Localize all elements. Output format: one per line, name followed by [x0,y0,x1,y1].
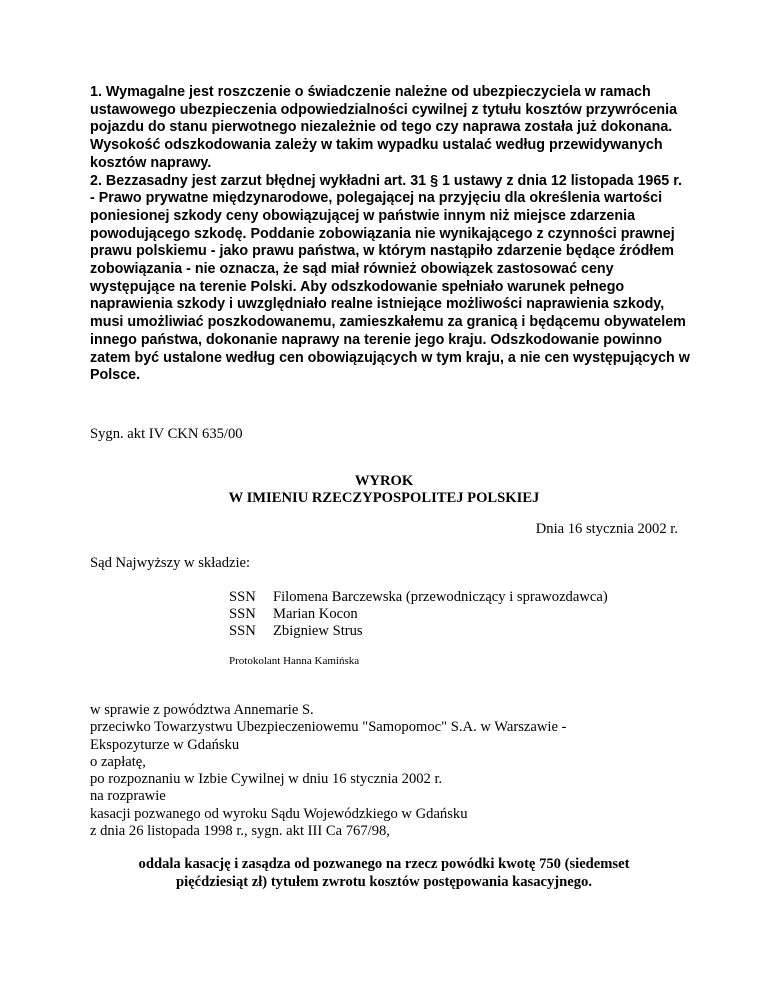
case-signature: Sygn. akt IV CKN 635/00 [90,426,243,442]
thesis-paragraph-2: 2. Bezzasadny jest zarzut błędnej wykładni art. 31 § 1 ustawy z dnia 12 listopada 1965 r. - Prawo prywatne międzynarodowe, polegającej na przyjęciu dla określenia wartości poniesionej szkody ceny obowiązującej w państwie innym niż miejsce zdarzenia powodującego szkodę. Poddanie zobowiązania nie wynikającego z czynności prawnej prawu polskiemu - jako prawu państwa, w którym nastąpiło zdarzenie będące źródłem zobowiązania - nie oznacza, że sąd miał również obowiązek zastosować ceny występujące na terenie Polski. Aby odszkodowanie spełniało warunek pełnego naprawienia szkody i uwzględniało realne istniejące możliwości naprawienia szkody, musi umożliwiać poszkodowanemu, zamieszkałemu za granicą i będącemu obywatelem innego państwa, dokonanie naprawy na terenie jego kraju. Odszkodowanie powinno zatem być ustalone według cen obowiązujących w tym kraju, a nie cen występujących w Polsce. [90,172,690,384]
judgment-title: WYROK [354,473,414,489]
thesis-block [90,84,690,385]
judge-title: SSN [229,606,256,623]
case-detail-line: na rozprawie [90,788,166,805]
judge-row [229,589,608,606]
case-detail-line: przeciwko Towarzystwu Ubezpieczeniowemu "Samopomoc" S.A. w Warszawie - [90,719,567,736]
case-details [90,702,690,840]
judgment-subtitle: W IMIENIU RZECZYPOSPOLITEJ POLSKIEJ [228,490,540,506]
thesis-paragraph-1: 1. Wymagalne jest roszczenie o świadczenie należne od ubezpieczyciela w ramach ustawowego ubezpieczenia odpowiedzialności cywilnej z tytułu kosztów przywrócenia pojazdu do stanu pierwotnego niezależnie od tego czy naprawa została już dokonana. Wysokość odszkodowania zależy w takim wypadku ustalać według przewidywanych kosztów naprawy. [90,84,678,171]
case-detail-line: z dnia 26 listopada 1998 r., sygn. akt III Ca 767/98, [90,823,390,840]
court-composition: Sąd Najwyższy w składzie: [90,555,251,571]
judges-list [229,589,608,641]
ruling-line: oddala kasację i zasądza od pozwanego na rzecz powódki kwotę 750 (siedemset [138,856,630,872]
case-detail-line: po rozpoznaniu w Izbie Cywilnej w dniu 16 stycznia 2002 r. [90,771,443,788]
judge-name: Marian Kocon [273,606,358,623]
case-detail-line: Ekspozyturze w Gdańsku [90,736,240,753]
judge-name: Zbigniew Strus [273,623,363,640]
ruling-line: pięćdziesiąt zł) tytułem zwrotu kosztów postępowania kasacyjnego. [175,874,593,890]
case-detail-line: w sprawie z powództwa Annemarie S. [90,702,314,718]
judge-row [229,623,608,640]
judge-row [229,606,608,623]
case-detail-line: kasacji pozwanego od wyroku Sądu Wojewódzkiego w Gdańsku [90,805,468,822]
case-detail-line: o zapłatę, [90,753,146,770]
judgment-date: Dnia 16 stycznia 2002 r. [535,521,678,537]
judge-title: SSN [229,623,256,640]
judge-title: SSN [229,589,256,605]
judge-name: Filomena Barczewska (przewodniczący i sprawozdawca) [273,589,608,605]
court-clerk: Protokolant Hanna Kamińska [229,655,360,667]
ruling-operative-part [0,856,768,892]
